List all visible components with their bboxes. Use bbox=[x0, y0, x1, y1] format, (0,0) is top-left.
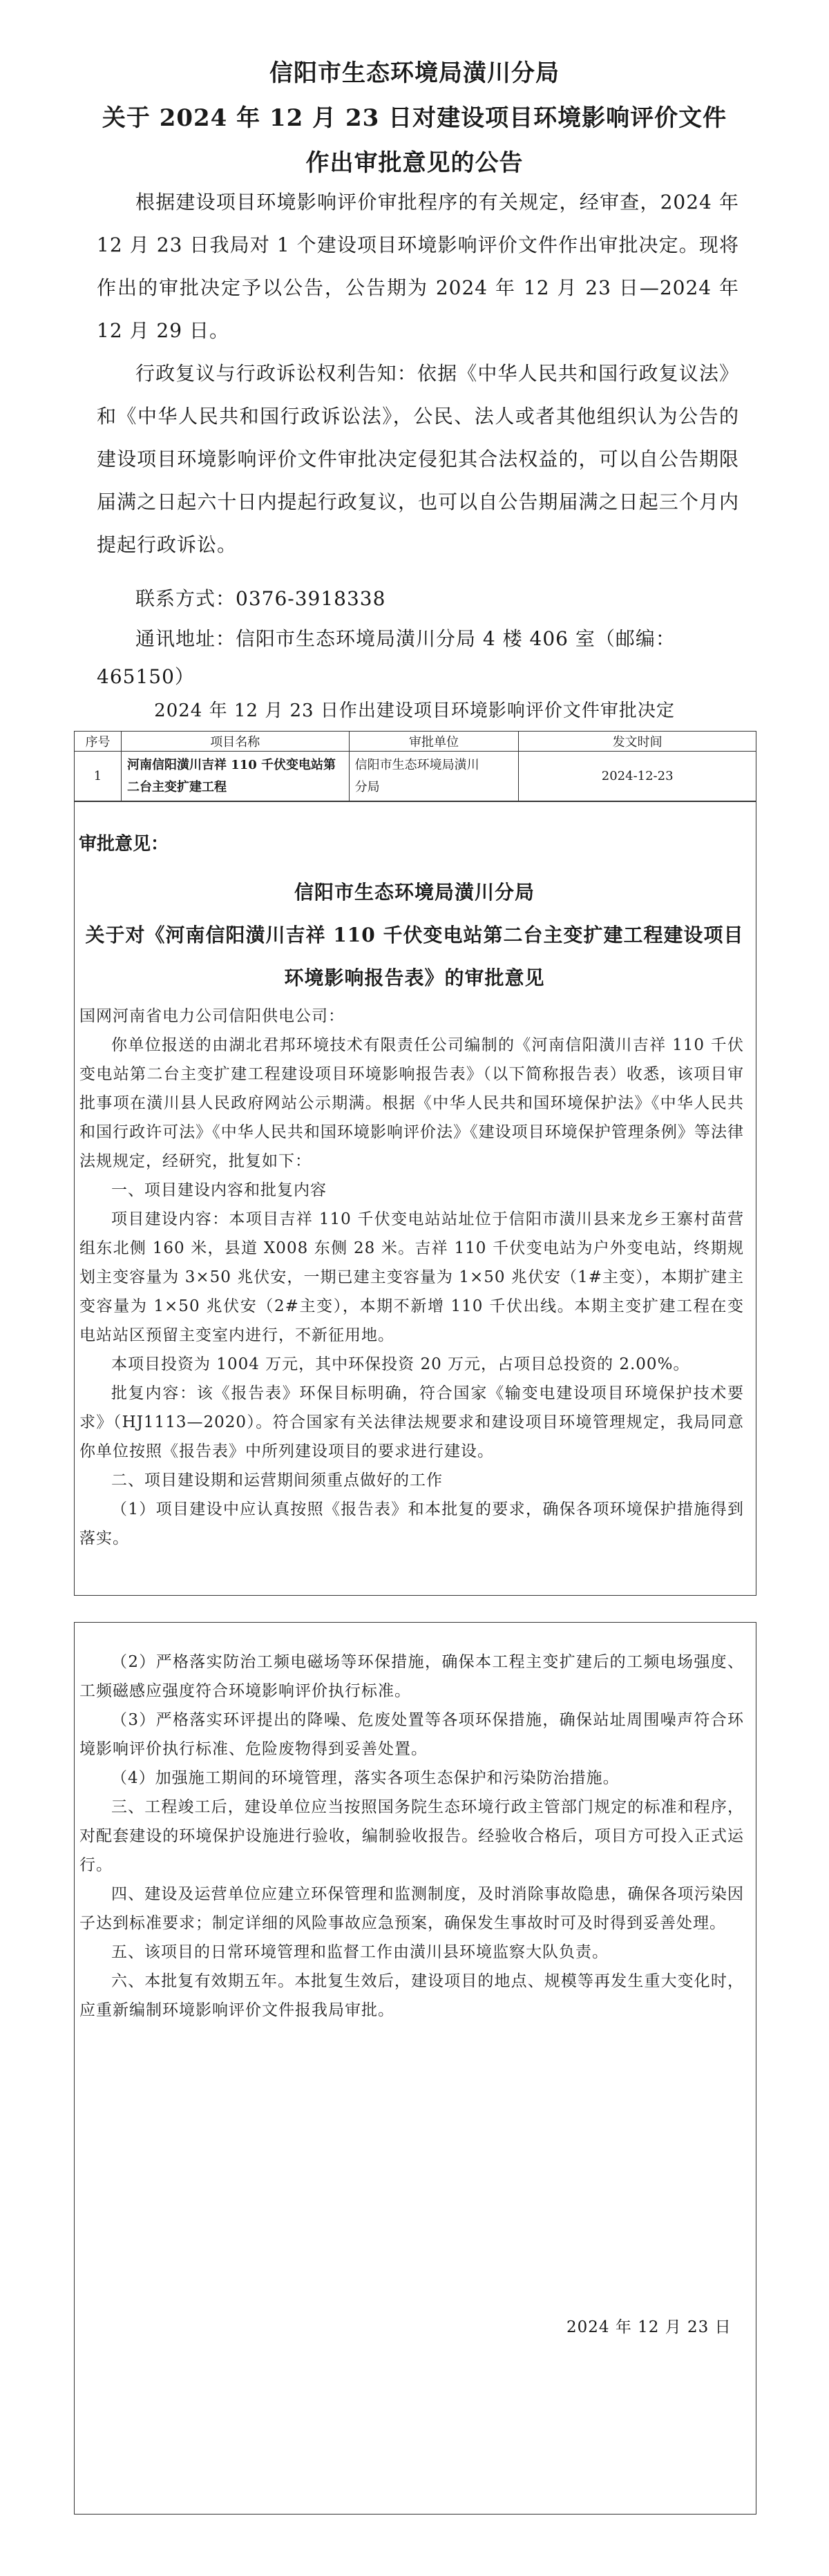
row-approval-unit-line2: 分局 bbox=[354, 779, 380, 794]
opinion-addressee: 国网河南省电力公司信阳供电公司： bbox=[79, 1007, 345, 1025]
row-project-name-line2: 二台主变扩建工程 bbox=[126, 779, 227, 794]
opinion-label: 审批意见： bbox=[79, 834, 169, 855]
row-project-name-line1: 河南信阳潢川吉祥 110 千伏变电站第 bbox=[126, 757, 336, 772]
opinion-paragraph: 本项目投资为 1004 万元，其中环保投资 20 万元，占项目总投资的 2.00%。 bbox=[111, 1355, 690, 1373]
announcement-paragraph-2: 行政复议与行政诉讼权利告知：依据《中华人民共和国行政复议法》和《中华人民共和国行政诉讼法》，公民、法人或者其他组织认为公告的建设项目环境影响评价文件审批决定侵犯其合法权益的，可以自公告期限届满之日起六十日内提起行政复议，也可以自公告期届满之日起三个月内提起行政诉讼。 bbox=[97, 362, 739, 556]
opinion-paragraph: 六、本批复有效期五年。本批复生效后，建设项目的地点、规模等再发生重大变化时，应重新编制环境影响评价文件报我局审批。 bbox=[79, 1972, 744, 2019]
opinion-paragraph: （2）严格落实防治工频电磁场等环保措施，确保本工程主变扩建后的工频电场强度、工频磁感应强度符合环境影响评价执行标准。 bbox=[79, 1653, 744, 1700]
notice-title-sub: 作出审批意见的公告 bbox=[305, 149, 524, 177]
opinion-body-2 bbox=[79, 1648, 744, 2025]
notice-title-main: 关于 2024 年 12 月 23 日对建设项目环境影响评价文件 bbox=[102, 104, 727, 132]
opinion-paragraph: 你单位报送的由湖北君邦环境技术有限责任公司编制的《河南信阳潢川吉祥 110 千伏变电站第二台主变扩建工程建设项目环境影响报告表》（以下简称报告表）收悉，该项目审批事项在潢川县人民政府网站公示期满。根据《中华人民共和国环境保护法》《中华人民共和国行政许可法》《中华人民共和国环境影响评价法》《建设项目环境保护管理条例》等法律法规规定，经研究，批复如下： bbox=[79, 1036, 744, 1170]
opinion-paragraph: 三、工程竣工后，建设单位应当按照国务院生态环境行政主管部门规定的标准和程序，对配套建设的环境保护设施进行验收，编制验收报告。经验收合格后，项目方可投入正式运行。 bbox=[79, 1798, 744, 1874]
contact-address: 通讯地址：信阳市生态环境局潢川分局 4 楼 406 室（邮编： bbox=[135, 627, 676, 650]
opinion-section-heading-1: 一、项目建设内容和批复内容 bbox=[111, 1181, 327, 1199]
opinion-paragraph: （1）项目建设中应认真按照《报告表》和本批复的要求，确保各项环境保护措施得到落实。 bbox=[79, 1500, 744, 1547]
notice-title-agency: 信阳市生态环境局潢川分局 bbox=[269, 59, 560, 87]
opinion-paragraph: 五、该项目的日常环境管理和监督工作由潢川县环境监察大队负责。 bbox=[111, 1943, 609, 1961]
row-issue-date: 2024-12-23 bbox=[519, 752, 756, 801]
header-no: 序号 bbox=[75, 732, 122, 752]
row-approval-unit-line1: 信阳市生态环境局潢川 bbox=[354, 757, 479, 772]
header-approval-unit: 审批单位 bbox=[349, 732, 519, 752]
opinion-date: 2024 年 12 月 23 日 bbox=[566, 2318, 732, 2336]
row-approval-unit bbox=[349, 752, 519, 801]
opinion-paragraph: 四、建设及运营单位应建立环保管理和监测制度，及时消除事故隐患，确保各项污染因子达到标准要求；制定详细的风险事故应急预案，确保发生事故时可及时得到妥善处理。 bbox=[79, 1885, 744, 1932]
opinion-agency: 信阳市生态环境局潢川分局 bbox=[294, 881, 535, 904]
opinion-section-heading-2: 二、项目建设期和运营期间须重点做好的工作 bbox=[111, 1471, 443, 1489]
header-issue-date: 发文时间 bbox=[519, 732, 756, 752]
opinion-paragraph: 批复内容：该《报告表》环保目标明确，符合国家《输变电建设项目环境保护技术要求》（HJ1113—2020）。符合国家有关法律法规要求和建设项目环境管理规定，我局同意你单位按照《报告表》中所列建设项目的要求进行建设。 bbox=[79, 1384, 744, 1460]
opinion-paragraph: （4）加强施工期间的环境管理，落实各项生态保护和污染防治措施。 bbox=[111, 1769, 620, 1787]
opinion-title-line2: 环境影响报告表》的审批意见 bbox=[284, 966, 545, 989]
opinion-paragraph: （3）严格落实环评提出的降噪、危废处置等各项环保措施，确保站址周围噪声符合环境影响评价执行标准、危险废物得到妥善处置。 bbox=[79, 1711, 744, 1758]
announcement-paragraph-1: 根据建设项目环境影响评价审批程序的有关规定，经审查，2024 年 12 月 23 日我局对 1 个建设项目环境影响评价文件作出审批决定。现将作出的审批决定予以公告，公告期为 2024 年 12 月 23 日—2024 年 12 月 29 日。 bbox=[97, 191, 739, 342]
row-project-name bbox=[121, 752, 349, 801]
contact-phone: 联系方式：0376-3918338 bbox=[135, 587, 386, 610]
contact-postcode: 465150） bbox=[97, 665, 195, 688]
table-header-row bbox=[75, 732, 756, 752]
header-project-name: 项目名称 bbox=[121, 732, 349, 752]
table-row bbox=[75, 752, 756, 801]
row-no: 1 bbox=[75, 752, 122, 801]
opinion-title-line1: 关于对《河南信阳潢川吉祥 110 千伏变电站第二台主变扩建工程建设项目 bbox=[85, 924, 744, 946]
decision-table bbox=[74, 731, 756, 801]
opinion-paragraph: 项目建设内容：本项目吉祥 110 千伏变电站站址位于信阳市潢川县来龙乡王寨村苗营组东北侧 160 米，县道 X008 东侧 28 米。吉祥 110 千伏变电站为户外变电站，终期规划主变容量为 3×50 兆伏安，一期已建主变容量为 1×50 兆伏安（1#主变），本期扩建主变容量为 1×50 兆伏安（2#主变），本期不新增 110 千伏出线。本期主变扩建工程在变电站站区预留主变室内进行，不新征用地。 bbox=[79, 1210, 744, 1344]
opinion-body-1 bbox=[79, 1002, 744, 1553]
table-caption: 2024 年 12 月 23 日作出建设项目环境影响评价文件审批决定 bbox=[154, 700, 675, 721]
